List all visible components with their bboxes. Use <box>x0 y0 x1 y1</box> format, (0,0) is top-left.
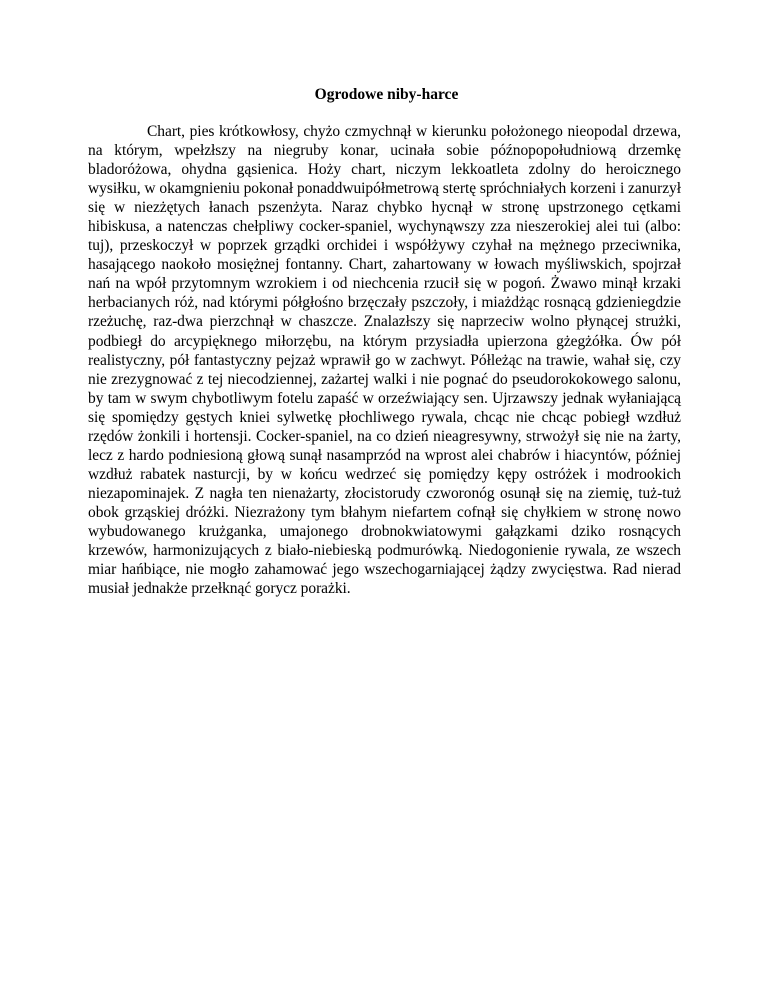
document-title: Ogrodowe niby-harce <box>314 86 459 103</box>
document-page <box>88 86 681 598</box>
body-paragraph: Chart, pies krótkowłosy, chyżo czmychnął w kierunku położonego nieopodal drzewa, na którym, wpełzłszy na niegruby konar, ucinała sobie późnopopołudniową drzemkę bladoróżowa, ohydna gąsienica. Hoży chart, niczym lekkoatleta zdolny do heroicznego wysiłku, w okamgnieniu pokonał ponaddwuipółmetrową stertę spróchniałych korzeni i zanurzył się w niezżętych łanach pszenżyta. Naraz chybko hycnął w stronę upstrzonego cętkami hibiskusa, a natenczas chełpliwy cocker-spaniel, wychynąwszy zza nieszerokiej alei tui (albo: tuj), przeskoczył w poprzek grządki orchidei i współżywy czyhał na mężnego przeciwnika, hasającego naokoło mosiężnej fontanny. Chart, zahartowany w łowach myśliwskich, spojrzał nań na wpół przytomnym wzrokiem i od niechcenia rzucił się w pogoń. Żwawo minął krzaki herbacianych róż, nad którymi półgłośno brzęczały pszczoły, i miażdżąc rosnącą gdzieniegdzie rzeżuchę, raz-dwa pierzchnął w chaszcze. Znalazłszy się naprzeciw wolno płynącej strużki, podbiegł do arcypięknego miłorzębu, na którym przysiadła upierzona gżegżółka. Ów pół realistyczny, pół fantastyczny pejzaż wprawił go w zachwyt. Półleżąc na trawie, wahał się, czy nie zrezygnować z tej niecodziennej, zażartej walki i nie pognać do pseudorokokowego salonu, by tam w swym chybotliwym fotelu zapaść w orzeźwiający sen. Ujrzawszy jednak wyłaniającą się spomiędzy gęstych kniei sylwetkę płochliwego rywala, chcąc nie chcąc pobiegł wzdłuż rzędów żonkili i hortensji. Cocker-spaniel, na co dzień nieagresywny, strwożył się nie na żarty, lecz z hardo podniesioną głową sunął nasamprzód na wprost alei chabrów i hiacyntów, później wzdłuż rabatek nasturcji, by w końcu wedrzeć się pomiędzy kępy ostróżek i modrookich niezapominajek. Z nagła ten nienażarty, złocistorudy czworonóg osunął się na ziemię, tuż-tuż obok grząskiej dróżki. Niezrażony tym błahym niefartem cofnął się chyłkiem w stronę nowo wybudowanego krużganka, umajonego drobnokwiatowymi gałązkami dziko rosnących krzewów, harmonizujących z biało-niebieską podmurówką. Niedogonienie rywala, ze wszech miar hańbiące, nie mogło zahamować jego wszechogarniającej żądzy zwycięstwa. Rad nierad musiał jednakże przełknąć gorycz porażki. <box>88 123 681 598</box>
